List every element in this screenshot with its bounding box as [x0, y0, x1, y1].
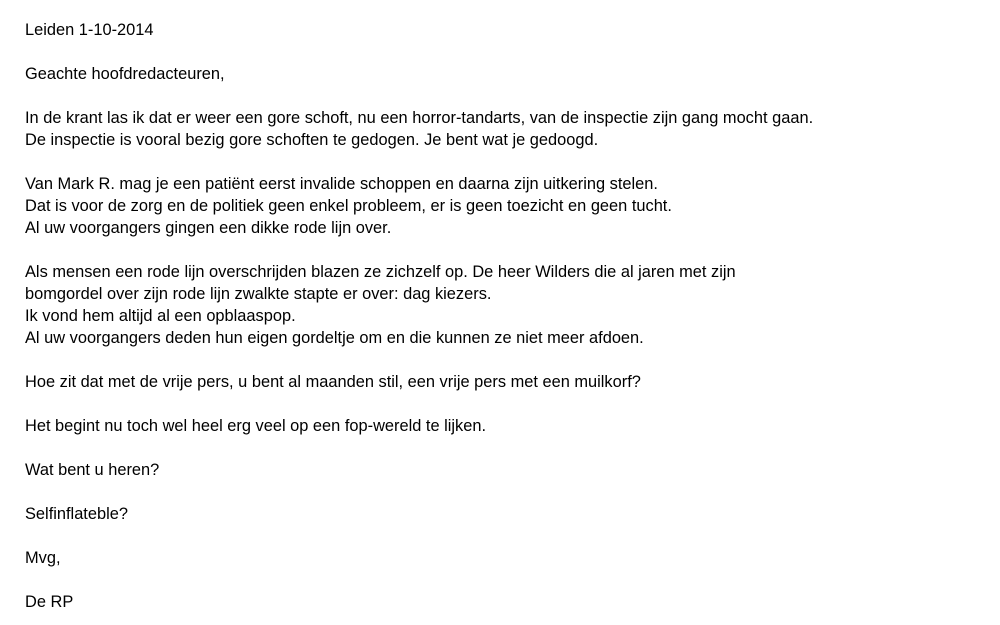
text-line: Selfinflateble?: [25, 505, 128, 523]
text-line: De inspectie is vooral bezig gore schoften te gedogen. Je bent wat je gedoogd.: [25, 131, 599, 149]
text-line: Het begint nu toch wel heel erg veel op een fop-wereld te lijken.: [25, 417, 487, 435]
letter-date: [25, 19, 985, 41]
salutation-line: Geachte hoofdredacteuren,: [25, 65, 225, 83]
paragraph-mark-r: [25, 173, 985, 239]
letter-document: [25, 19, 985, 613]
paragraph-inspectie: [25, 107, 985, 151]
letter-closing: [25, 547, 985, 569]
text-line: Al uw voorgangers deden hun eigen gordeltje om en die kunnen ze niet meer afdoen.: [25, 329, 644, 347]
closing-line: Mvg,: [25, 549, 61, 567]
text-line: bomgordel over zijn rode lijn zwalkte stapte er over: dag kiezers.: [25, 285, 492, 303]
paragraph-vrije-pers: [25, 371, 985, 393]
text-line: Hoe zit dat met de vrije pers, u bent al maanden stil, een vrije pers met een muilkorf?: [25, 373, 641, 391]
text-line: In de krant las ik dat er weer een gore schoft, nu een horror-tandarts, van de inspectie zijn gang mocht gaan.: [25, 109, 814, 127]
text-line: Als mensen een rode lijn overschrijden blazen ze zichzelf op. De heer Wilders die al jaren met zijn: [25, 263, 736, 281]
signature-line: De RP: [25, 593, 74, 611]
text-line: Dat is voor de zorg en de politiek geen enkel probleem, er is geen toezicht en geen tucht.: [25, 197, 672, 215]
paragraph-question: [25, 459, 985, 481]
paragraph-fop-wereld: [25, 415, 985, 437]
paragraph-selfinflateble: [25, 503, 985, 525]
paragraph-rode-lijn: [25, 261, 985, 349]
letter-salutation: [25, 63, 985, 85]
text-line: Al uw voorgangers gingen een dikke rode lijn over.: [25, 219, 392, 237]
text-line: Ik vond hem altijd al een opblaaspop.: [25, 307, 296, 325]
letter-signature: [25, 591, 985, 613]
date-line: Leiden 1-10-2014: [25, 21, 154, 39]
text-line: Wat bent u heren?: [25, 461, 160, 479]
text-line: Van Mark R. mag je een patiënt eerst invalide schoppen en daarna zijn uitkering stelen.: [25, 175, 658, 193]
